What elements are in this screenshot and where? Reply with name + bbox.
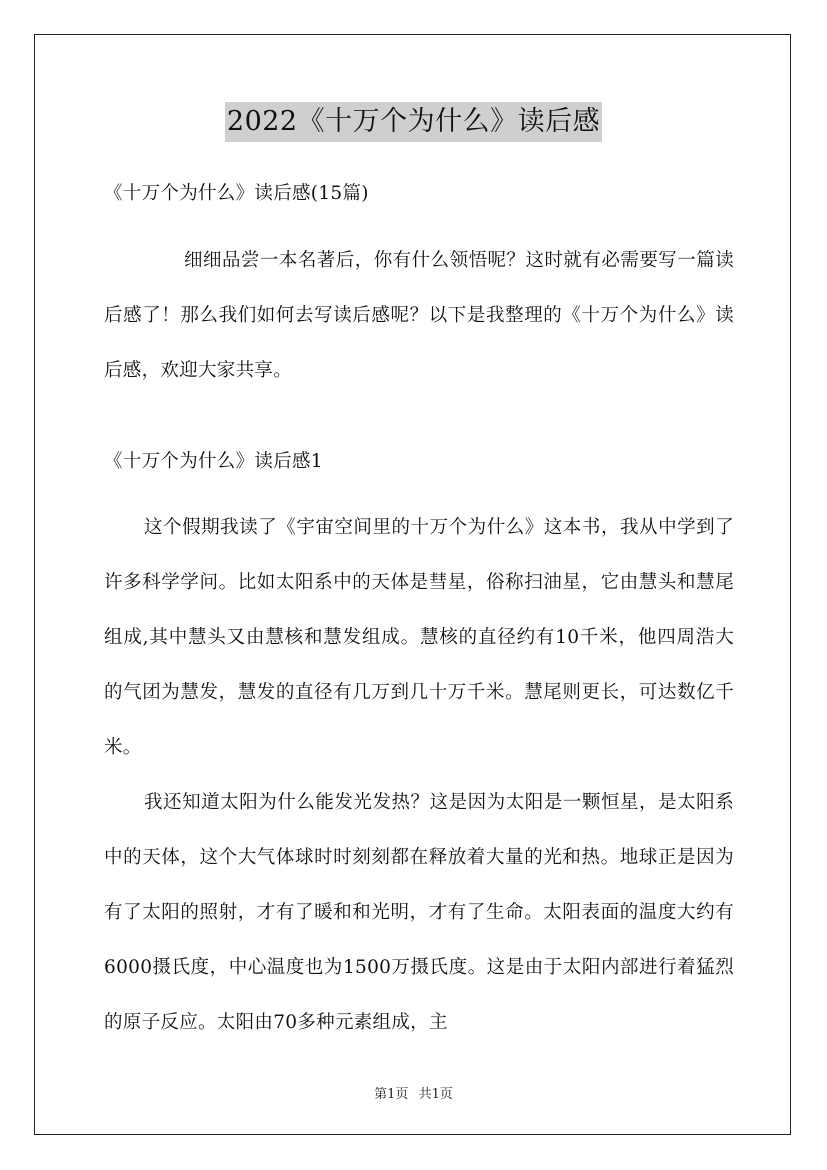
body-paragraph-2: 我还知道太阳为什么能发光发热？这是因为太阳是一颗恒星，是太阳系中的天体，这个大气体球时时刻刻都在释放着大量的光和热。地球正是因为有了太阳的照射，才有了暖和和光明，才有了生命。太阳表面的温度大约有6000摄氏度，中心温度也为1500万摄氏度。这是由于太阳内部进行着猛烈的原子反应。太阳由70多种元素组成，主 — [104, 792, 734, 1033]
body-paragraph-1: 这个假期我读了《宇宙空间里的十万个为什么》这本书，我从中学到了许多科学学问。比如太阳系中的天体是彗星，俗称扫油星，它由慧头和慧尾组成,其中慧头又由慧核和慧发组成。慧核的直径约有10千米，他四周浩大的气团为慧发，慧发的直径有几万到几十万千米。慧尾则更长，可达数亿千米。 — [104, 517, 734, 758]
document-title: 2022《十万个为什么》读后感 — [225, 102, 602, 142]
section-heading: 《十万个为什么》读后感1 — [104, 451, 323, 472]
title-container — [0, 102, 827, 142]
page-number: 第1页 — [374, 1087, 409, 1102]
page-total: 共1页 — [418, 1087, 453, 1102]
document-body — [104, 178, 734, 1050]
intro-paragraph: 细细品尝一本名著后，你有什么领悟呢？这时就有必需要写一篇读后感了！那么我们如何去写读后感呢？以下是我整理的《十万个为什么》读后感，欢迎大家共享。 — [104, 250, 734, 381]
page-footer — [0, 1083, 827, 1102]
document-subtitle: 《十万个为什么》读后感(15篇) — [104, 183, 369, 204]
